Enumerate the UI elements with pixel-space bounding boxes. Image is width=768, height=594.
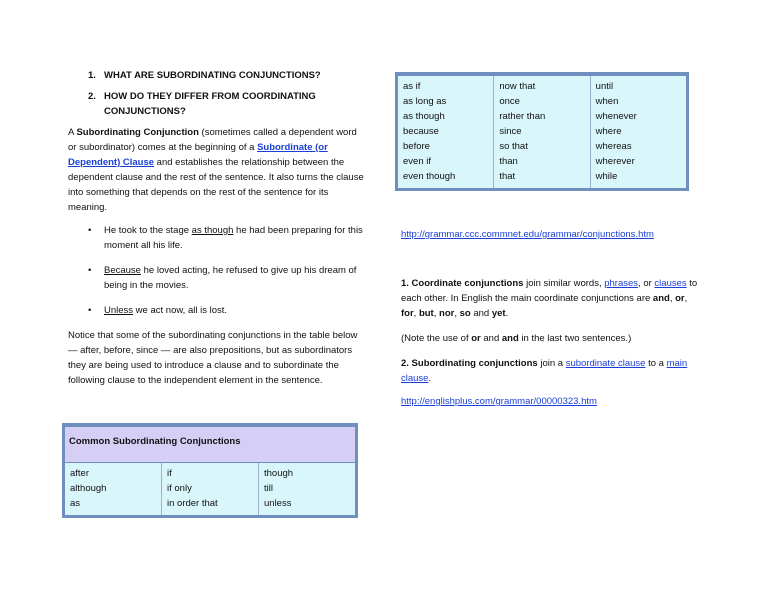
keyword: but xyxy=(418,308,434,319)
question-number: 1. xyxy=(88,70,96,81)
englishplus-url-link[interactable]: http://englishplus.com/grammar/00000323.htm xyxy=(401,396,597,407)
question-text: WHAT ARE SUBORDINATING CONJUNCTIONS? xyxy=(104,70,321,81)
cell-item: even though xyxy=(403,171,456,182)
left-column xyxy=(68,68,366,388)
notice-paragraph: Notice that some of the subordinating conjunctions in the table below — after, before, since — are also prepositions, but as subordinators they are being used to introduce a clause and to subordinate the following clause to the independent element in the sentence. xyxy=(68,330,358,386)
cell-item: whereas xyxy=(595,141,632,152)
example-list xyxy=(68,223,366,318)
cell-item: although xyxy=(70,483,107,494)
example-item xyxy=(88,303,366,318)
text: we act now, all is lost. xyxy=(133,305,228,316)
keyword: so xyxy=(459,308,471,319)
cell-item: than xyxy=(499,156,518,167)
common-conjunctions-table xyxy=(62,423,358,518)
coordinate-paragraph-block xyxy=(401,276,701,321)
keyword: and xyxy=(652,293,670,304)
table-cell xyxy=(494,76,590,188)
table-cell xyxy=(591,76,686,188)
text: , or xyxy=(638,278,655,289)
table-row xyxy=(398,76,686,188)
cell-item: after xyxy=(70,468,90,479)
table-cell xyxy=(65,463,162,515)
text: He took to the stage xyxy=(104,225,192,236)
phrases-link[interactable]: phrases xyxy=(604,278,639,289)
cell-item: until xyxy=(595,81,614,92)
subordinate-clause-link[interactable]: Subordinate (or Dependent) Clause xyxy=(68,142,328,168)
text: , xyxy=(433,308,440,319)
note-block xyxy=(401,331,701,346)
clauses-link[interactable]: clauses xyxy=(654,278,687,289)
conjunction: as though xyxy=(191,225,234,236)
bullet: • xyxy=(88,225,92,236)
keyword: or xyxy=(675,293,685,304)
subordinating-paragraph xyxy=(401,356,701,386)
cell-item: as if xyxy=(403,81,421,92)
question-item xyxy=(88,89,319,119)
text: join similar words, xyxy=(523,278,605,289)
text: to a xyxy=(645,358,667,369)
subordinating-label: 2. Subordinating conjunctions xyxy=(401,358,538,369)
text: , xyxy=(669,293,676,304)
conjunction: Because xyxy=(104,265,141,276)
table-row xyxy=(65,463,355,515)
text: (sometimes called a dependent word or subordinator) comes at the beginning of a xyxy=(68,127,357,153)
table-cell xyxy=(259,463,355,515)
cell-item: that xyxy=(499,171,516,182)
keyword: nor xyxy=(439,308,455,319)
keyword: yet xyxy=(491,308,506,319)
reference-link-block xyxy=(401,229,701,240)
cell-item: as long as xyxy=(403,96,447,107)
cell-item: once xyxy=(499,96,520,107)
keyword: for xyxy=(401,308,414,319)
text: and xyxy=(470,308,492,319)
keyword: and xyxy=(501,333,519,344)
text: and establishes the relationship between the dependent clause and the rest of the sentence. It also turns the clause into something that depends on the rest of the sentence for its meaning. xyxy=(68,157,364,213)
text: , xyxy=(684,293,688,304)
text: and xyxy=(480,333,502,344)
text: . xyxy=(505,308,509,319)
text: , xyxy=(413,308,419,319)
definition-paragraph xyxy=(68,125,366,215)
text: he loved acting, he refused to give up his dream of being in the movies. xyxy=(104,265,357,291)
cell-item: if only xyxy=(167,483,192,494)
table-cell xyxy=(162,463,259,515)
text: , xyxy=(454,308,460,319)
coordinate-label: 1. Coordinate conjunctions xyxy=(401,278,524,289)
text: join a xyxy=(537,358,566,369)
cell-item: even if xyxy=(403,156,431,167)
cell-item: because xyxy=(403,126,439,137)
bullet: • xyxy=(88,305,92,316)
text: to each other. In English the main coordinate conjunctions are xyxy=(401,278,698,304)
conjunctions-table-continued xyxy=(395,72,689,191)
cell-item: though xyxy=(264,468,294,479)
example-item xyxy=(88,263,366,293)
text: he had been preparing for this moment all his life. xyxy=(104,225,363,251)
cell-item: rather than xyxy=(499,111,546,122)
bullet: • xyxy=(88,265,92,276)
cell-item: till xyxy=(264,483,273,494)
cell-item: since xyxy=(499,126,522,137)
cell-item: if xyxy=(167,468,172,479)
note-paragraph xyxy=(401,331,701,346)
question-item xyxy=(88,68,366,83)
example-item xyxy=(88,223,366,253)
coordinate-paragraph xyxy=(401,276,701,321)
cell-item: before xyxy=(403,141,430,152)
text: in the last two sentences.) xyxy=(518,333,632,344)
englishplus-link-block xyxy=(401,396,701,407)
cell-item: whenever xyxy=(595,111,637,122)
cell-item: wherever xyxy=(595,156,635,167)
question-number: 2. xyxy=(88,91,96,102)
text: A xyxy=(68,127,77,138)
term: Subordinating Conjunction xyxy=(76,127,199,138)
table-cell xyxy=(398,76,494,188)
subordinating-block xyxy=(401,356,701,386)
cell-item: while xyxy=(595,171,618,182)
cell-item: so that xyxy=(499,141,528,152)
cell-item: now that xyxy=(499,81,536,92)
keyword: or xyxy=(471,333,481,344)
cell-item: as though xyxy=(403,111,445,122)
text: . xyxy=(428,373,432,384)
question-list xyxy=(86,68,366,119)
table-header: Common Subordinating Conjunctions xyxy=(65,427,355,463)
conjunction: Unless xyxy=(104,305,134,316)
cell-item: unless xyxy=(264,498,292,509)
conjunctions-url-link[interactable]: http://grammar.ccc.commnet.edu/grammar/conjunctions.htm xyxy=(401,229,654,240)
main-clause-link[interactable]: main clause xyxy=(401,358,688,384)
cell-item: in order that xyxy=(167,498,218,509)
cell-item: as xyxy=(70,498,81,509)
cell-item: where xyxy=(595,126,622,137)
cell-item: when xyxy=(595,96,619,107)
text: (Note the use of xyxy=(401,333,472,344)
question-text: HOW DO THEY DIFFER FROM COORDINATING CONJUNCTIONS? xyxy=(104,91,316,117)
subordinate-clause-link[interactable]: subordinate clause xyxy=(565,358,646,369)
